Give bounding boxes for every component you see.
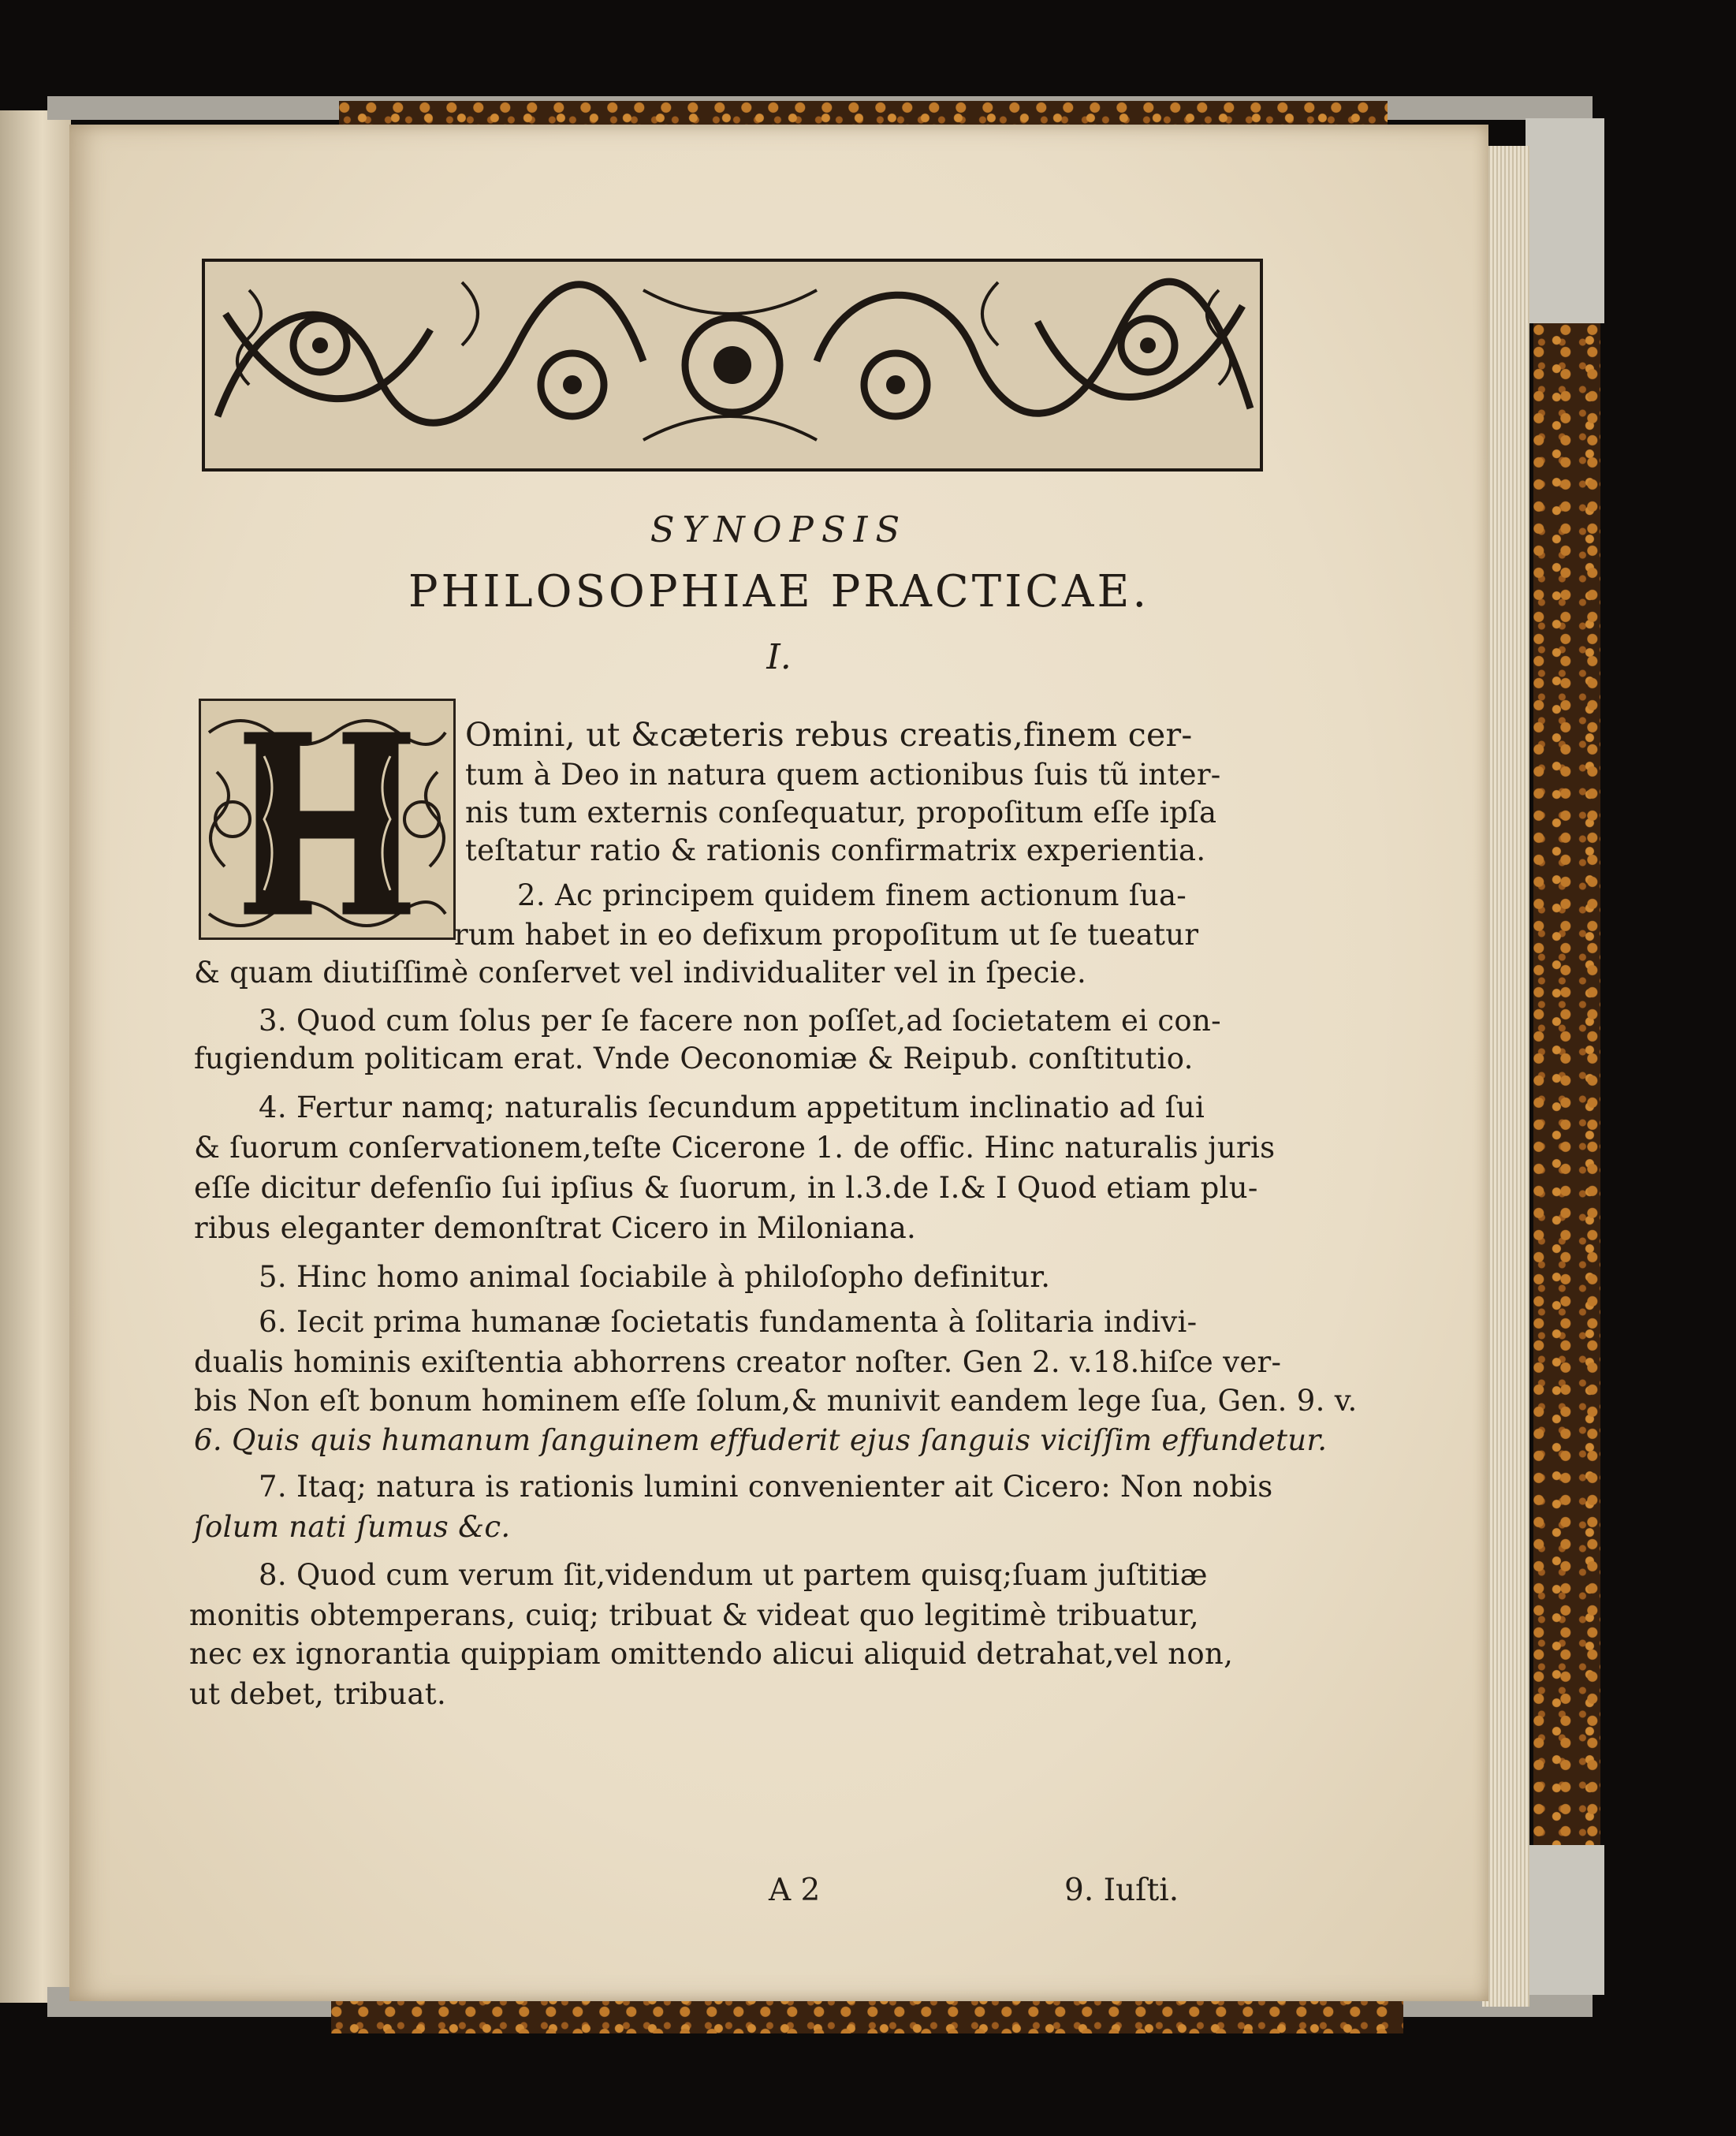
text-line-21: 8. Quod cum verum ſit,videndum ut partem quisq;ſuam juſtitiæ: [259, 1558, 1208, 1592]
text-line-2: tum à Deo in natura quem actionibus ſuis tũ inter-: [465, 758, 1221, 792]
text-line-10: 4. Fertur namq; naturalis ſecundum appetitum inclinatio ad ſui: [259, 1090, 1205, 1124]
text-line-12: eſſe dicitur defenſio ſui ipſius & ſuorum, in l.3.de I.& I Quod etiam plu-: [194, 1171, 1258, 1205]
text-line-9: fugiendum politicam erat. Vnde Oeconomiæ & Reipub. conſtitutio.: [194, 1042, 1194, 1075]
text-line-8: 3. Quod cum ſolus per ſe facere non poſſet,ad ſocietatem ei con-: [259, 1004, 1221, 1038]
ornamental-headpiece: [202, 259, 1263, 472]
text-line-5: 2. Ac principem quidem finem actionum ſua-: [517, 878, 1187, 912]
text-line-15: 6. Iecit prima humanæ ſocietatis fundamenta à ſolitaria indivi-: [259, 1305, 1198, 1339]
decorated-initial-h: [199, 699, 456, 940]
text-line-13: ribus eleganter demonſtrat Cicero in Miloniana.: [194, 1211, 917, 1245]
marbled-cover-right: [1533, 323, 1600, 1845]
text-line-18: 6. Quis quis humanum ſanguinem effuderit ejus ſanguis viciſſim effundetur.: [194, 1423, 1328, 1457]
text-line-4: teſtatur ratio & rationis confirmatrix experientia.: [465, 833, 1206, 867]
catchword: 9. Iuſti.: [1064, 1873, 1179, 1908]
text-line-22: monitis obtemperans, cuiq; tribuat & videat quo legitimè tribuatur,: [189, 1598, 1199, 1632]
binding-board-right-lower: [1526, 1845, 1604, 1995]
section-number: I.: [766, 637, 792, 677]
text-line-24: ut debet, tribuat.: [189, 1677, 447, 1711]
title-main: PHILOSOPHIAE PRACTICAE.: [408, 566, 1150, 617]
text-line-14: 5. Hinc homo animal ſociabile à philoſopho definitur.: [259, 1260, 1051, 1294]
text-line-20: ſolum nati ſumus &c.: [194, 1510, 511, 1544]
text-line-11: & ſuorum conſervationem,teſte Cicerone 1. de offic. Hinc naturalis juris: [194, 1131, 1276, 1165]
text-line-1: Omini, ut &cæteris rebus creatis,finem cer-: [465, 716, 1193, 754]
book-page: [69, 125, 1488, 2001]
text-line-7: & quam diutiſſimè conſervet vel individualiter vel in ſpecie.: [194, 956, 1087, 990]
text-line-3: nis tum externis conſequatur, propoſitum eſſe ipſa: [465, 796, 1217, 829]
signature-mark: A 2: [769, 1873, 821, 1908]
binding-board-right-upper: [1526, 118, 1604, 323]
title-synopsis: SYNOPSIS: [650, 509, 908, 550]
left-page-edge: [0, 110, 71, 2003]
text-line-23: nec ex ignorantia quippiam omittendo alicui aliquid detrahat,vel non,: [189, 1637, 1234, 1671]
text-line-19: 7. Itaq; natura is rationis lumini convenienter ait Cicero: Non nobis: [259, 1470, 1273, 1504]
text-line-17: bis Non eſt bonum hominem eſſe ſolum,& munivit eandem lege ſua, Gen. 9. v.: [194, 1384, 1358, 1418]
page-block-edges: [1482, 146, 1529, 2007]
text-line-16: dualis hominis exiſtentia abhorrens creator noſter. Gen 2. v.18.hiſce ver-: [194, 1345, 1282, 1379]
text-line-6: rum habet in eo defixum propoſitum ut ſe tueatur: [454, 918, 1199, 952]
